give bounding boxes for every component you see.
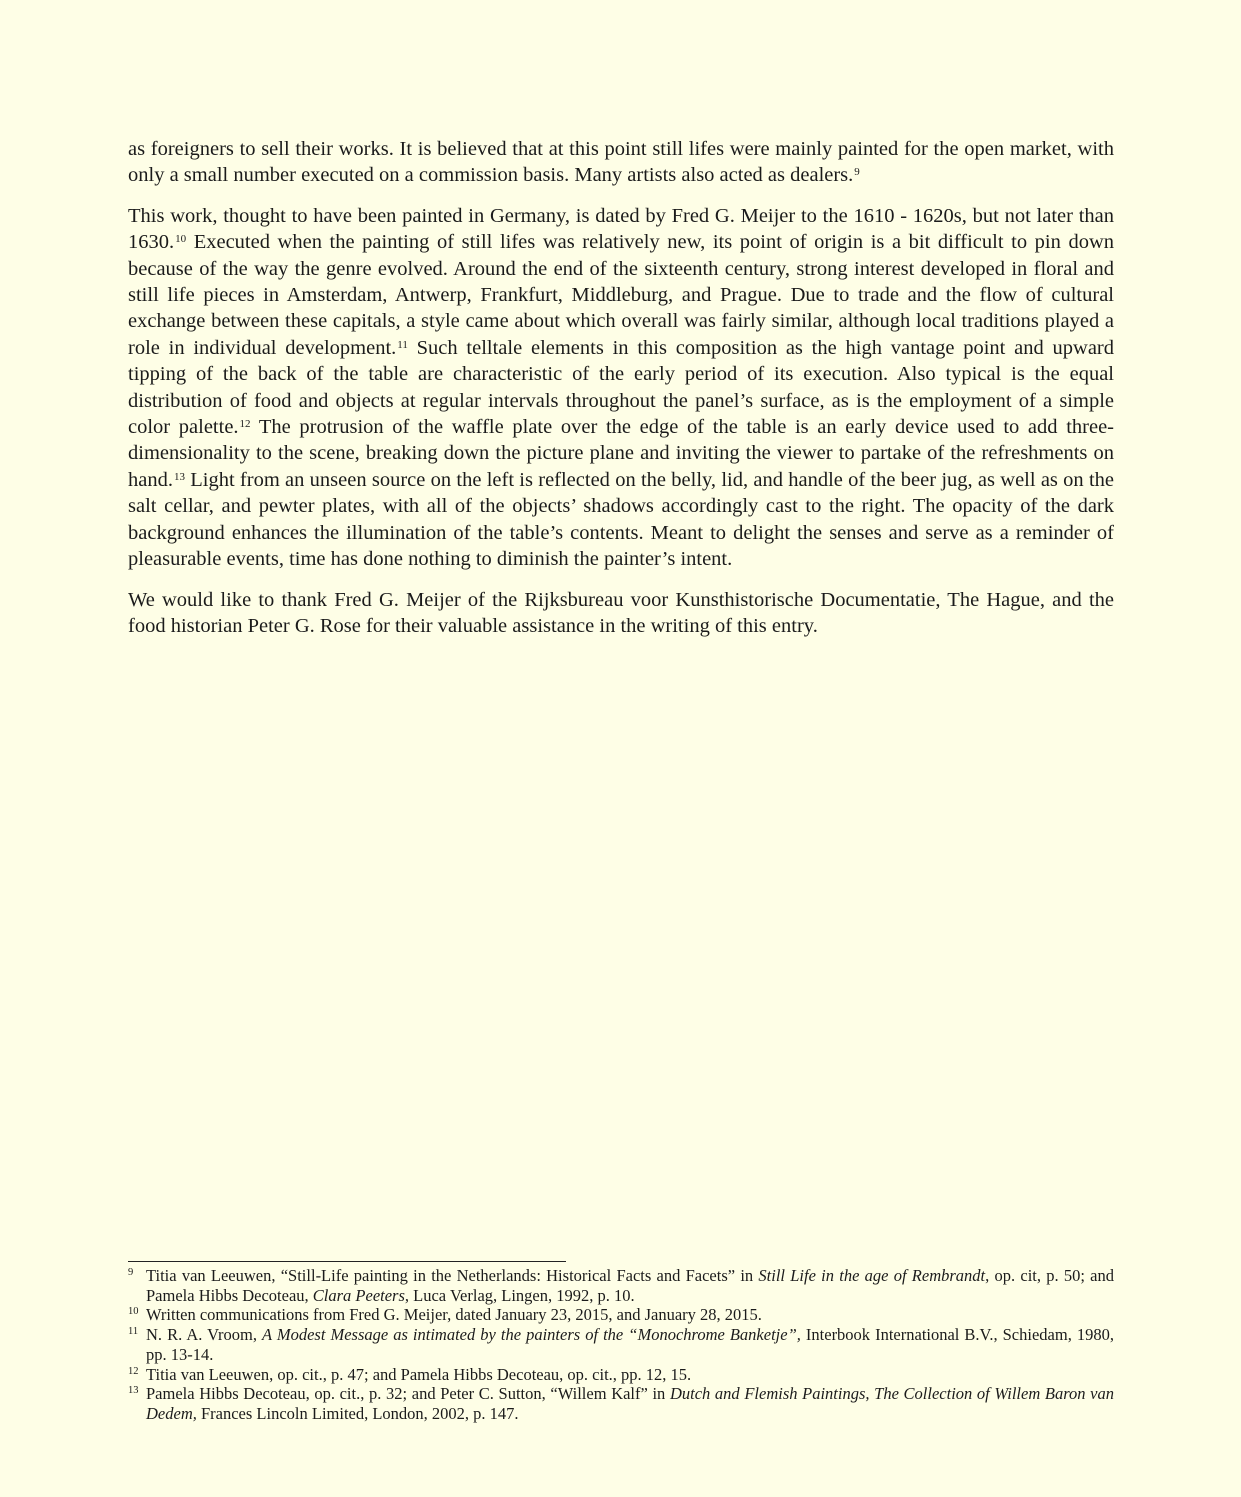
footnote-number: 9 <box>128 1267 134 1278</box>
footnote-12 <box>128 1365 1114 1385</box>
footnote-number: 13 <box>128 1385 139 1397</box>
footnote-ref-9[interactable]: 9 <box>854 166 860 179</box>
body-text <box>128 136 1114 653</box>
footnote-divider <box>128 1261 566 1262</box>
footnote-ref-11[interactable]: 11 <box>397 338 408 351</box>
footnote-ref-13[interactable]: 13 <box>173 470 185 483</box>
footnote-text: Written communications from Fred G. Meijer, dated January 23, 2015, and January 28, 2015. <box>146 1305 762 1325</box>
footnote-text: N. R. A. Vroom, <box>146 1325 263 1345</box>
paragraph-3-text: We would like to thank Fred G. Meijer of the Rijksbureau voor Kunsthistorische Documentatie, The Hague, and the food historian Peter G. Rose for their valuable assistance in the writing of this entry. <box>128 588 1114 637</box>
paragraph-1-text: as foreigners to sell their works. It is believed that at this point still lifes were mainly painted for the open market, with only a small number executed on a commission basis. Many artists also acted as dealers. <box>128 138 1114 187</box>
footnote-text: , Luca Verlag, Lingen, 1992, p. 10. <box>404 1285 635 1305</box>
footnote-text: Titia van Leeuwen, op. cit., p. 47; and Pamela Hibbs Decoteau, op. cit., pp. 12, 15. <box>146 1364 692 1384</box>
footnote-11 <box>128 1325 1114 1364</box>
footnote-text: Interbook International B.V., Schiedam, 1980, pp. 13-14. <box>146 1325 1114 1364</box>
footnote-number: 11 <box>128 1326 139 1338</box>
paragraph-2-sentence-3: Such telltale elements in this composition as the high vantage point and upward tipping of the back of the table are characteristic of the early period of its execution. Also typical is the equal distribution of food and objects at regular intervals throughout the panel’s surface, as is the employment of a simple color palette. <box>128 336 1114 439</box>
footnote-13 <box>128 1384 1114 1423</box>
footnote-text: , op. cit, p. 50; and Pamela Hibbs Decoteau, <box>146 1266 1115 1305</box>
footnote-number: 12 <box>128 1365 139 1377</box>
footnote-text: Pamela Hibbs Decoteau, op. cit., p. 32; and Peter C. Sutton, “Willem Kalf” in <box>146 1384 670 1404</box>
footnote-9 <box>128 1266 1114 1305</box>
footnote-title: Clara Peeters <box>312 1285 405 1305</box>
footnote-number: 10 <box>128 1306 139 1318</box>
footnote-title: Dutch and Flemish Paintings, The Collection of Willem Baron van Dedem, <box>146 1384 1114 1423</box>
footnote-ref-12[interactable]: 12 <box>239 418 251 431</box>
paragraph-3 <box>128 587 1114 640</box>
footnote-10 <box>128 1305 1114 1325</box>
paragraph-2-sentence-1: This work, thought to have been painted in Germany, is dated by Fred G. Meijer to the 1610 - 1620s, but not later than 1630. <box>128 204 1114 254</box>
footnotes <box>128 1261 1114 1424</box>
footnote-ref-10[interactable]: 10 <box>175 233 187 246</box>
footnote-title: Still Life in the age of Rembrandt <box>758 1266 986 1285</box>
paragraph-2-sentence-5: Light from an unseen source on the left is reflected on the belly, lid, and handle of the beer jug, as well as on the salt cellar, and pewter plates, with all of the objects’ shadows accordingly cast to the right. The opacity of the dark background enhances the illumination of the table’s contents. Meant to delight the senses and serve as a reminder of pleasurable events, time has done nothing to diminish the painter’s intent. <box>128 468 1114 571</box>
footnote-text: Frances Lincoln Limited, London, 2002, p. 147. <box>196 1403 519 1423</box>
paragraph-1 <box>128 136 1114 189</box>
paragraph-2-sentence-2: Executed when the painting of still lifes was relatively new, its point of origin is a bit difficult to pin down because of the way the genre evolved. Around the end of the sixteenth century, strong interest developed in floral and still life pieces in Amsterdam, Antwerp, Frankfurt, Middleburg, and Prague. Due to trade and the flow of cultural exchange between these capitals, a style came about which overall was fairly similar, although local traditions played a role in individual development. <box>128 231 1114 359</box>
paragraph-2-sentence-4: The protrusion of the waffle plate over the edge of the table is an early device used to add three-dimensionality to the scene, breaking down the picture plane and inviting the viewer to partake of the refreshments on hand. <box>128 416 1114 491</box>
footnote-title: A Modest Message as intimated by the painters of the “Monochrome Banketje”, <box>262 1325 801 1345</box>
footnote-text: Titia van Leeuwen, “Still-Life painting in the Netherlands: Historical Facts and Facets” in <box>146 1266 759 1285</box>
paragraph-2 <box>128 203 1114 573</box>
